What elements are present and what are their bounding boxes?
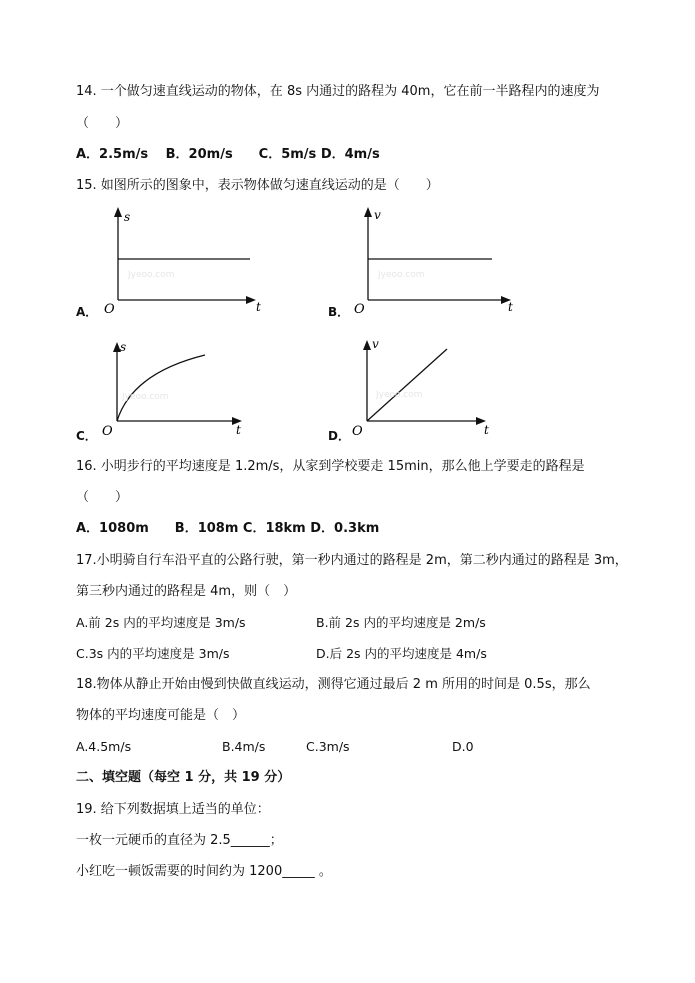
q18-stem-line1: 18.物体从静止开始由慢到快做直线运动，测得它通过最后 2 m 所用的时间是 0.5s，那么 [76,677,591,692]
graph-c-label: C． [76,429,97,443]
graph-b [350,205,525,315]
q17-stem-line1: 17.小明骑自行车沿平直的公路行驶，第一秒内通过的路程是 2m，第二秒内通过的路程是 3m， [76,553,628,568]
graph-b-yaxis-label: v [374,208,381,222]
graph-c-yaxis-label: s [120,340,127,354]
q14-answer-paren: （ ） [76,116,129,131]
q17-option-c: C.3s 内的平均速度是 3m/s [76,646,230,661]
q19-blank-2: 小红吃一顿饭需要的时间约为 1200_____ 。 [76,864,332,879]
graph-d [350,335,510,440]
q15-stem: 15. 如图所示的图象中，表示物体做匀速直线运动的是（ ） [76,178,439,193]
graph-c-origin: O [102,424,113,439]
graph-b-origin: O [354,302,365,315]
graph-c-watermark: Jyeoo.com [122,392,169,402]
q18-option-b: B.4m/s [222,739,266,754]
graph-a-yaxis-label: s [124,210,131,224]
graph-b-watermark: Jyeoo.com [378,270,425,280]
q16-stem: 16. 小明步行的平均速度是 1.2m/s，从家到学校要走 15min，那么他上学要走的路程是 [76,459,585,474]
graph-a-watermark: Jyeoo.com [128,270,175,280]
graph-b-xaxis-label: t [508,300,513,314]
graph-a [100,205,270,315]
graph-d-origin: O [352,424,363,439]
q18-option-a: A.4.5m/s [76,739,132,754]
graph-d-yaxis-label: v [372,337,379,351]
q19-stem: 19. 给下列数据填上适当的单位： [76,802,270,817]
graph-c-xaxis-label: t [236,423,241,437]
section-title: 二、填空题（每空 1 分，共 19 分） [76,770,291,785]
q17-option-a: A.前 2s 内的平均速度是 3m/s [76,615,246,630]
graph-a-xaxis-label: t [256,300,261,314]
q16-options: A．1080m B．108m C．18km D．0.3km [76,521,380,536]
graph-b-label: B． [328,305,350,319]
q17-option-b: B.前 2s 内的平均速度是 2m/s [316,615,486,630]
graph-a-label: A． [76,305,98,319]
graph-d-label: D． [328,429,350,443]
graph-d-xaxis-label: t [484,423,489,437]
q17-stem-line2: 第三秒内通过的路程是 4m，则（ ） [76,584,297,599]
q18-stem-line2: 物体的平均速度可能是（ ） [76,708,246,723]
graph-d-watermark: Jyeoo.com [376,390,423,400]
q17-option-d: D.后 2s 内的平均速度是 4m/s [316,646,487,661]
q18-option-c: C.3m/s [306,739,350,754]
graph-c [100,335,260,440]
q16-answer-paren: （ ） [76,490,129,505]
graph-a-origin: O [104,302,115,315]
q19-blank-1: 一枚一元硬币的直径为 2.5______； [76,833,283,848]
q18-option-d: D.0 [452,739,474,754]
q14-options: A．2.5m/s B．20m/s C．5m/s D．4m/s [76,147,380,162]
q14-stem: 14. 一个做匀速直线运动的物体，在 8s 内通过的路程为 40m，它在前一半路程内的速度为 [76,84,600,99]
